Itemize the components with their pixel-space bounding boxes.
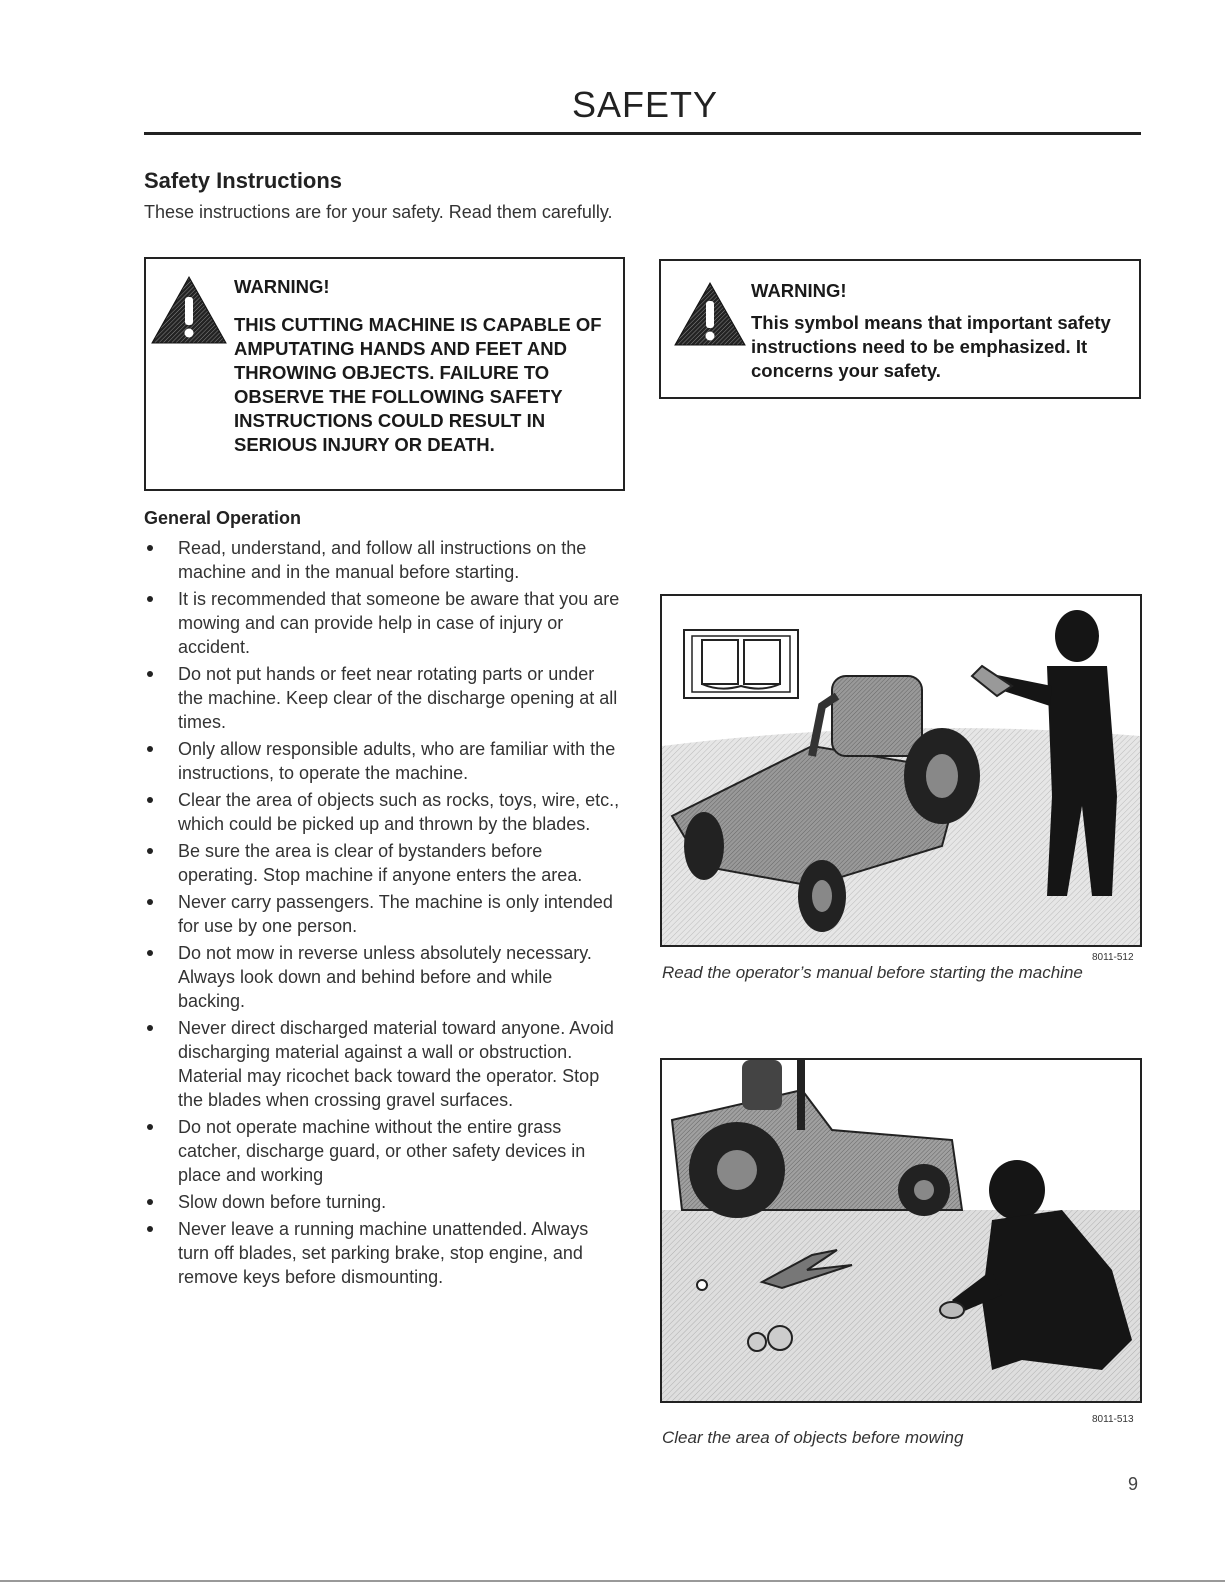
list-item: Slow down before turning.	[144, 1190, 624, 1214]
list-item: Do not mow in reverse unless absolutely necessary. Always look down and behind before and while backing.	[144, 941, 624, 1013]
section-heading: Safety Instructions	[144, 168, 343, 193]
list-item: Read, understand, and follow all instructions on the machine and in the manual before starting.	[144, 536, 624, 584]
general-operation-list	[144, 536, 624, 1292]
list-item: Never leave a running machine unattended. Always turn off blades, set parking brake, stop engine, and remove keys before dismounting.	[144, 1217, 624, 1289]
warning-label: WARNING!	[234, 276, 330, 297]
list-item: Do not operate machine without the entire grass catcher, discharge guard, or other safety devices in place and working	[144, 1115, 624, 1187]
page-number: 9	[1128, 1474, 1139, 1494]
page-title: SAFETY	[571, 84, 719, 125]
figure-code: 8011-513	[1092, 1414, 1134, 1425]
bottom-rule	[0, 1580, 1225, 1582]
figure-caption: Read the operator’s manual before starting the machine	[662, 963, 1083, 982]
warning-box-symbol	[659, 259, 1141, 399]
warning-text: THIS CUTTING MACHINE IS CAPABLE OF AMPUTATING HANDS AND FEET AND THROWING OBJECTS. FAILURE TO OBSERVE THE FOLLOWING SAFETY INSTRUCTIONS COULD RESULT IN SERIOUS INJURY OR DEATH.	[234, 314, 602, 455]
mower-illustration	[662, 596, 1140, 945]
list-item: Clear the area of objects such as rocks, toys, wire, etc., which could be picked up and thrown by the blades.	[144, 788, 624, 836]
list-item: It is recommended that someone be aware that you are mowing and can provide help in case of injury or accident.	[144, 587, 624, 659]
warning-triangle-icon	[150, 275, 228, 350]
clearing-illustration	[662, 1060, 1140, 1401]
warning-text: This symbol means that important safety instructions need to be emphasized. It concerns your safety.	[751, 312, 1111, 381]
list-item: Be sure the area is clear of bystanders before operating. Stop machine if anyone enters the area.	[144, 839, 624, 887]
list-item: Do not put hands or feet near rotating parts or under the machine. Keep clear of the discharge opening at all times.	[144, 662, 624, 734]
manual-book-icon	[684, 630, 798, 698]
figure-clear-area	[660, 1058, 1142, 1403]
list-item: Never direct discharged material toward anyone. Avoid discharging material against a wall or obstruction. Material may ricochet back toward the operator. Stop the blades when crossing gravel surfaces.	[144, 1016, 624, 1112]
figure-code: 8011-512	[1092, 952, 1134, 963]
warning-box-amputation	[144, 257, 625, 491]
list-item: Only allow responsible adults, who are familiar with the instructions, to operate the machine.	[144, 737, 624, 785]
warning-triangle-icon	[673, 281, 747, 352]
warning-label: WARNING!	[751, 280, 847, 301]
general-operation-heading: General Operation	[144, 508, 302, 528]
title-rule	[144, 132, 1141, 135]
figure-read-manual	[660, 594, 1142, 947]
figure-caption: Clear the area of objects before mowing	[662, 1428, 964, 1447]
list-item: Never carry passengers. The machine is only intended for use by one person.	[144, 890, 624, 938]
intro-text: These instructions are for your safety. Read them carefully.	[144, 202, 613, 222]
